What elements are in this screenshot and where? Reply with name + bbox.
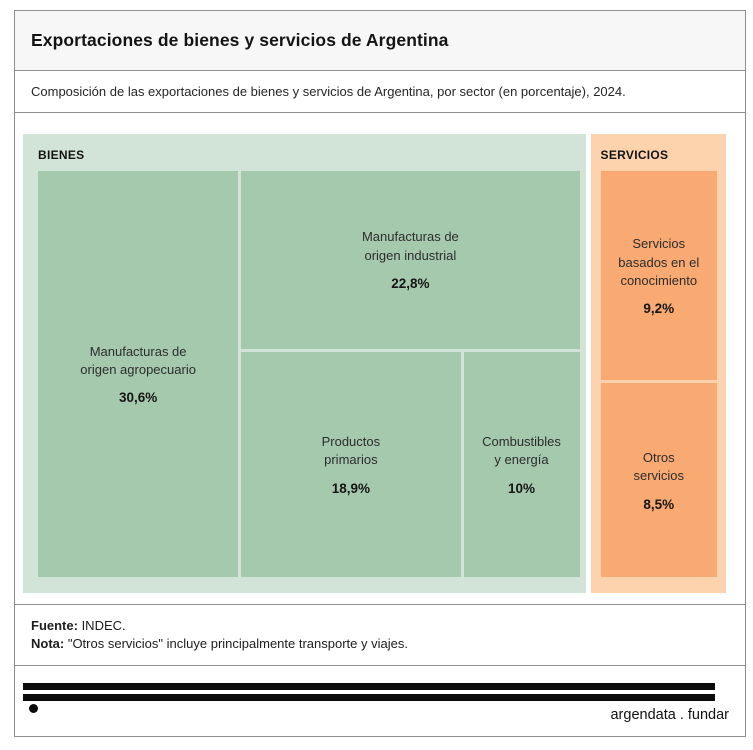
- bienes-bottom-row: [241, 352, 579, 577]
- logo-bar-top: [23, 683, 715, 690]
- note-label: Nota:: [31, 636, 65, 652]
- source-line: [31, 617, 729, 635]
- brand-wordmark: argendata . fundar: [610, 707, 729, 723]
- treemap-cell-combustibles-energia: [464, 352, 580, 577]
- source-text: INDEC.: [77, 618, 126, 633]
- cell-value: 9,2%: [643, 301, 675, 317]
- cell-value: 18,9%: [331, 480, 371, 496]
- cell-value: 10%: [508, 480, 536, 496]
- logo-bar-bottom: [23, 694, 715, 701]
- cell-label: Servicios basados en el conocimiento: [618, 236, 700, 288]
- cell-value: 22,8%: [391, 276, 430, 292]
- cell-label: Manufacturas de origen agropecuario: [80, 343, 196, 377]
- servicios-cells: [601, 171, 717, 577]
- cell-label: Otros servicios: [633, 449, 685, 484]
- treemap-cell-otros-servicios: [601, 383, 717, 577]
- chart-title: Exportaciones de bienes y servicios de Argentina: [31, 30, 449, 50]
- bienes-cells: [38, 171, 580, 577]
- treemap-group-servicios: [591, 134, 726, 593]
- source-label: Fuente:: [31, 618, 78, 633]
- branding-section: [14, 665, 746, 737]
- logo-dot-icon: [29, 704, 38, 713]
- title-section: [14, 10, 746, 71]
- group-label-bienes: BIENES: [38, 148, 85, 162]
- treemap-group-bienes: [23, 134, 586, 593]
- treemap-cell-manufacturas-agropecuario: [38, 171, 238, 577]
- chart-section: [14, 112, 746, 605]
- bienes-right-column: [241, 171, 579, 577]
- treemap-cell-manufacturas-industrial: [241, 171, 579, 349]
- treemap: [23, 134, 726, 593]
- notes-section: [14, 604, 746, 666]
- group-label-servicios: SERVICIOS: [600, 148, 669, 162]
- treemap-cell-servicios-conocimiento: [601, 171, 717, 380]
- chart-subtitle: Composición de las exportaciones de bienes y servicios de Argentina, por sector (en porcentaje), 2024.: [31, 84, 626, 99]
- cell-label: Combustibles y energía: [482, 433, 561, 468]
- cell-value: 8,5%: [643, 496, 675, 512]
- treemap-cell-productos-primarios: [241, 352, 460, 577]
- cell-label: Manufacturas de origen industrial: [361, 229, 459, 263]
- cell-label: Productos primarios: [321, 433, 381, 468]
- logo-row: [23, 701, 737, 723]
- infographic-sheet: [14, 10, 746, 737]
- subtitle-section: [14, 70, 746, 113]
- note-text: "Otros servicios" incluye principalmente transporte y viajes.: [64, 636, 408, 652]
- cell-value: 30,6%: [118, 390, 158, 406]
- note-line: [31, 635, 729, 653]
